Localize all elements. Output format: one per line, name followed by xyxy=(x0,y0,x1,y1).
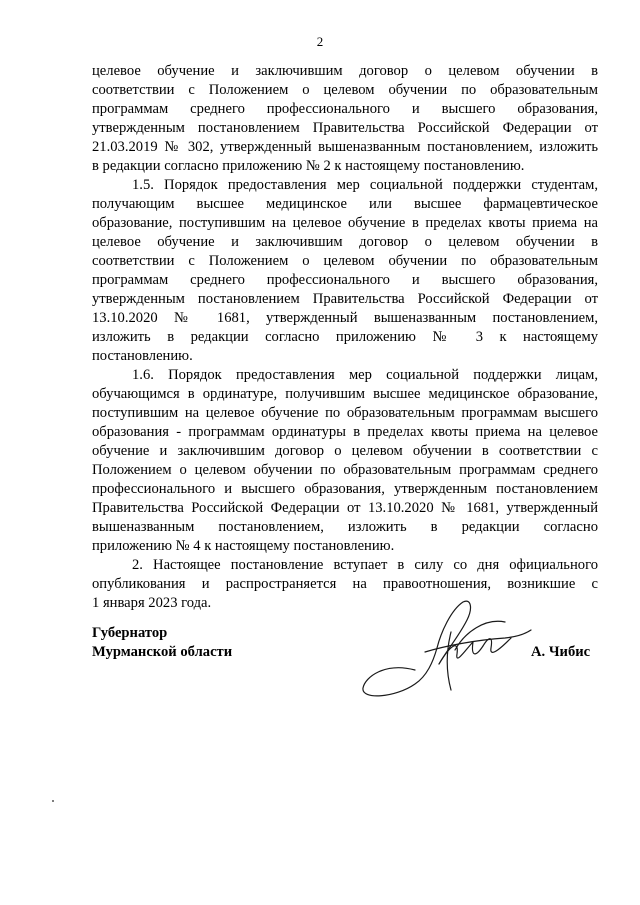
text-line: поступившим на целевое обучение по образовательным программам высшего xyxy=(92,405,598,421)
text-line: программам среднего профессионального и высшего образования, xyxy=(92,101,598,117)
text-line: утвержденным постановлением Правительства Российской Федерации от xyxy=(92,120,598,136)
text-line: соответствии с Положением о целевом обучении по образовательным xyxy=(92,82,598,98)
text-line: 21.03.2019 № 302, утвержденный вышеназванным постановлением, изложить xyxy=(92,139,598,155)
paragraph-first-line: 1.6. Порядок предоставления мер социальной поддержки лицам, xyxy=(132,367,598,383)
text-line: соответствии с Положением о целевом обучении по образовательным xyxy=(92,253,598,269)
text-line: образование, поступившим на целевое обучение в пределах квоты приема на xyxy=(92,215,598,231)
text-line: Положением о целевом обучении по образовательным программам среднего xyxy=(92,462,598,478)
paragraph-first-line: 1.5. Порядок предоставления мер социальной поддержки студентам, xyxy=(132,177,598,193)
text-line: вышеназванным постановлением, изложить в редакции согласно xyxy=(92,519,598,535)
paragraph-first-line: 2. Настоящее постановление вступает в силу со дня официального xyxy=(132,557,598,573)
text-line: программам среднего профессионального и высшего образования, xyxy=(92,272,598,288)
text-line: получающим высшее медицинское или высшее фармацевтическое xyxy=(92,196,598,212)
text-line: профессионального и высшего образования, утвержденным постановлением xyxy=(92,481,598,497)
text-line: постановлению. xyxy=(92,348,193,364)
signatory-title xyxy=(92,624,342,662)
scan-speck xyxy=(52,800,54,802)
text-line: изложить в редакции согласно приложению № 3 к настоящему xyxy=(92,329,598,345)
signatory-title-line2: Мурманской области xyxy=(92,644,233,660)
page-number: 2 xyxy=(316,34,324,49)
text-line: утвержденным постановлением Правительства Российской Федерации от xyxy=(92,291,598,307)
text-line: образования - программам ординатуры в пределах квоты приема на целевое xyxy=(92,424,598,440)
text-line: опубликования и распространяется на правоотношения, возникшие с xyxy=(92,576,598,592)
text-line: обучение и заключившим договор о целевом обучении в соответствии с xyxy=(92,443,598,459)
text-line: 13.10.2020 № 1681, утвержденный вышеназванным постановлением, xyxy=(92,310,598,326)
handwritten-signature xyxy=(355,592,535,704)
signatory-name: А. Чибис xyxy=(531,644,591,660)
signatory-title-line1: Губернатор xyxy=(92,625,168,641)
text-line: целевое обучение и заключившим договор о целевом обучении в xyxy=(92,63,598,79)
text-line: целевое обучение и заключившим договор о целевом обучении в xyxy=(92,234,598,250)
text-line: в редакции согласно приложению № 2 к настоящему постановлению. xyxy=(92,158,525,174)
text-line: приложению № 4 к настоящему постановлению. xyxy=(92,538,395,554)
text-line: 1 января 2023 года. xyxy=(92,595,212,611)
text-line: обучающимся в ординатуре, получившим высшее медицинское образование, xyxy=(92,386,598,402)
text-line: Правительства Российской Федерации от 13.10.2020 № 1681, утвержденный xyxy=(92,500,598,516)
